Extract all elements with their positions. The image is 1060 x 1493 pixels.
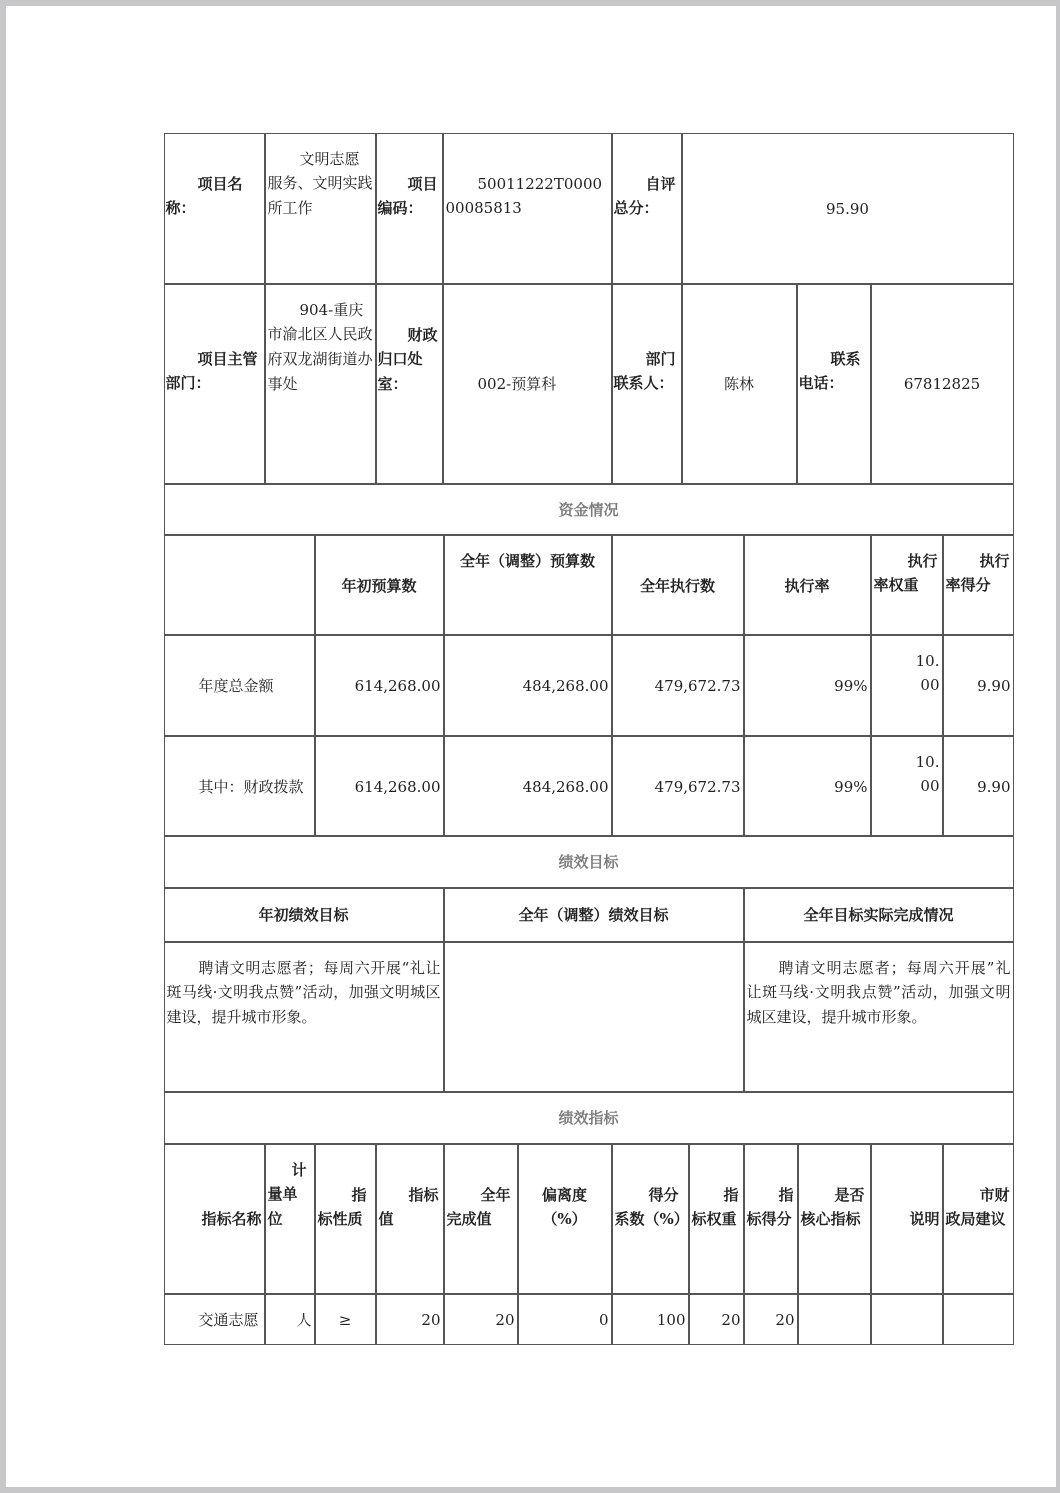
ind-header-core-text: 是否核心指标: [800, 1185, 865, 1229]
funds-row-total-adjusted: [444, 635, 612, 736]
indicators-section-title: 绩效指标: [558, 1108, 619, 1127]
ind-row-score-text: 20: [775, 1310, 795, 1329]
funds-row-fiscal-executed-text: 479,672.73: [654, 777, 741, 796]
funds-row-total-executed: [612, 635, 744, 736]
ind-header-weight: [689, 1144, 744, 1294]
contact-label-cell: [612, 284, 682, 484]
ind-row-completed-text: 20: [495, 1310, 515, 1329]
finance-value: 002-预算科: [477, 374, 557, 393]
project-name-value: 文明志愿服务、文明实践所工作: [267, 149, 373, 217]
funds-row-fiscal-score: [943, 736, 1014, 836]
funds-header-weight-text: 执行率权重: [873, 551, 938, 595]
goals-header-adjusted: [444, 888, 744, 942]
ind-header-completed: [444, 1144, 518, 1294]
funds-row-fiscal-label: [164, 736, 315, 836]
ind-row-value-text: 20: [421, 1310, 441, 1329]
dept-value: 904-重庆市渝北区人民政府双龙湖街道办事处: [267, 300, 373, 393]
phone-label: 联系电话：: [798, 349, 861, 393]
ind-row-deviation-text: 0: [598, 1310, 609, 1329]
goals-actual-content: [744, 942, 1014, 1092]
ind-header-score: [744, 1144, 798, 1294]
ind-header-coef-text: 得分系数（%）: [614, 1185, 689, 1229]
indicators-section-title-cell: [164, 1092, 1014, 1144]
ind-row-coef: [612, 1294, 689, 1345]
ind-header-nature-text: 指标性质: [317, 1185, 367, 1229]
phone-value: 67812825: [903, 374, 981, 393]
funds-section-title: 资金情况: [558, 500, 619, 519]
funds-row-total-rate-text: 99%: [834, 676, 868, 695]
project-code-label: 项目编码：: [377, 174, 438, 218]
funds-row-fiscal-adjusted: [444, 736, 612, 836]
project-name-label-cell: [164, 133, 265, 284]
ind-row-coef-text: 100: [656, 1310, 686, 1329]
ind-row-deviation: [518, 1294, 612, 1345]
funds-row-total-initial: [315, 635, 444, 736]
funds-header-executed: [612, 535, 744, 635]
project-code-value-cell: [443, 133, 612, 284]
contact-value-cell: [682, 284, 797, 484]
self-score-value: 95.90: [826, 199, 869, 218]
self-score-value-cell: [682, 133, 1014, 284]
ind-row-weight: [689, 1294, 744, 1345]
ind-header-note: [871, 1144, 943, 1294]
funds-row-total-rate: [744, 635, 871, 736]
funds-header-score: [943, 535, 1014, 635]
funds-row-total-weight-text: 10.00: [915, 651, 940, 695]
ind-row-nature-text: ≥: [338, 1310, 352, 1329]
goals-actual-text: 聘请文明志愿者；每周六开展”礼让斑马线·文明我点赞”活动，加强文明城区建设，提升城市形象。: [746, 958, 1011, 1026]
funds-row-fiscal-weight-text: 10.00: [915, 752, 940, 796]
ind-header-unit: [265, 1144, 315, 1294]
ind-header-advice: [943, 1144, 1014, 1294]
ind-row-advice: [943, 1294, 1014, 1345]
goals-section-title: 绩效目标: [558, 852, 619, 871]
goals-header-actual: [744, 888, 1014, 942]
document-page: [6, 6, 1056, 1487]
ind-row-nature: [315, 1294, 376, 1345]
finance-label-cell: [376, 284, 443, 484]
funds-row-total-initial-text: 614,268.00: [354, 676, 441, 695]
ind-row-score: [744, 1294, 798, 1345]
ind-header-coef: [612, 1144, 689, 1294]
dept-label: 项目主管部门：: [165, 349, 258, 393]
funds-header-score-text: 执行率得分: [945, 551, 1010, 595]
funds-header-rate: [744, 535, 871, 635]
ind-header-nature: [315, 1144, 376, 1294]
ind-header-weight-text: 指标权重: [691, 1185, 739, 1229]
ind-header-deviation-text: 偏离度（%）: [541, 1185, 587, 1229]
funds-header-initial: [315, 535, 444, 635]
funds-header-executed-text: 全年执行数: [639, 576, 715, 595]
funds-row-total-label: [164, 635, 315, 736]
funds-row-total-weight: [871, 635, 943, 736]
funds-row-fiscal-initial-text: 614,268.00: [354, 777, 441, 796]
project-code-value: 50011222T000000085813: [445, 174, 603, 218]
ind-header-unit-text: 计量单位: [267, 1160, 307, 1228]
project-code-label-cell: [376, 133, 443, 284]
ind-row-name: [164, 1294, 265, 1345]
goals-adjusted-content: [444, 942, 744, 1092]
ind-header-note-text: 说明: [909, 1209, 940, 1228]
contact-label: 部门联系人：: [613, 349, 676, 393]
goals-header-adjusted-text: 全年（调整）绩效目标: [518, 905, 669, 924]
self-score-label-cell: [612, 133, 682, 284]
funds-header-adjusted: [444, 535, 612, 635]
ind-row-core: [798, 1294, 871, 1345]
project-name-label: 项目名称：: [165, 174, 243, 218]
ind-header-advice-text: 市财政局建议: [945, 1185, 1010, 1229]
funds-row-total-score-text: 9.90: [977, 676, 1011, 695]
goals-initial-content: [164, 942, 444, 1092]
funds-row-total-score: [943, 635, 1014, 736]
funds-row-fiscal-executed: [612, 736, 744, 836]
ind-header-completed-text: 全年完成值: [446, 1185, 511, 1229]
ind-row-unit-text: 人: [296, 1310, 312, 1329]
ind-header-name-text: 指标名称: [201, 1209, 262, 1228]
funds-row-fiscal-initial: [315, 736, 444, 836]
funds-row-fiscal-label-text: 其中：财政拨款: [198, 777, 304, 796]
goals-section-title-cell: [164, 836, 1014, 888]
funds-row-total-executed-text: 479,672.73: [654, 676, 741, 695]
dept-label-cell: [164, 284, 265, 484]
funds-row-fiscal-rate: [744, 736, 871, 836]
ind-header-score-text: 指标得分: [746, 1185, 794, 1229]
funds-row-fiscal-rate-text: 99%: [834, 777, 868, 796]
ind-row-unit: [265, 1294, 315, 1345]
finance-value-cell: [443, 284, 612, 484]
goals-header-initial: [164, 888, 444, 942]
goals-header-initial-text: 年初绩效目标: [258, 905, 349, 924]
phone-value-cell: [871, 284, 1014, 484]
goals-initial-text: 聘请文明志愿者；每周六开展“礼让斑马线·文明我点赞”活动，加强文明城区建设，提升城市形象。: [166, 958, 441, 1026]
funds-row-fiscal-adjusted-text: 484,268.00: [522, 777, 609, 796]
funds-row-fiscal-score-text: 9.90: [977, 777, 1011, 796]
ind-header-core: [798, 1144, 871, 1294]
funds-header-initial-text: 年初预算数: [341, 576, 417, 595]
finance-label: 财政归口处室：: [377, 325, 438, 393]
ind-row-value: [376, 1294, 444, 1345]
phone-label-cell: [797, 284, 871, 484]
contact-value: 陈林: [723, 374, 754, 393]
funds-row-total-label-text: 年度总金额: [198, 676, 274, 695]
funds-row-fiscal-weight: [871, 736, 943, 836]
goals-header-actual-text: 全年目标实际完成情况: [803, 905, 954, 924]
funds-header-blank: [164, 535, 315, 635]
dept-value-cell: [265, 284, 376, 484]
ind-header-value: [376, 1144, 444, 1294]
ind-row-note: [871, 1294, 943, 1345]
ind-header-name: [164, 1144, 265, 1294]
ind-row-weight-text: 20: [721, 1310, 741, 1329]
ind-header-deviation: [518, 1144, 612, 1294]
ind-header-value-text: 指标值: [378, 1185, 439, 1229]
ind-row-name-text: 交通志愿: [198, 1310, 259, 1329]
funds-header-weight: [871, 535, 943, 635]
funds-section-title-cell: [164, 484, 1014, 535]
project-name-value-cell: [265, 133, 376, 284]
funds-header-rate-text: 执行率: [784, 576, 830, 595]
funds-row-total-adjusted-text: 484,268.00: [522, 676, 609, 695]
self-score-label: 自评总分：: [613, 174, 676, 218]
funds-header-adjusted-text: 全年（调整）预算数: [459, 551, 595, 570]
ind-row-completed: [444, 1294, 518, 1345]
